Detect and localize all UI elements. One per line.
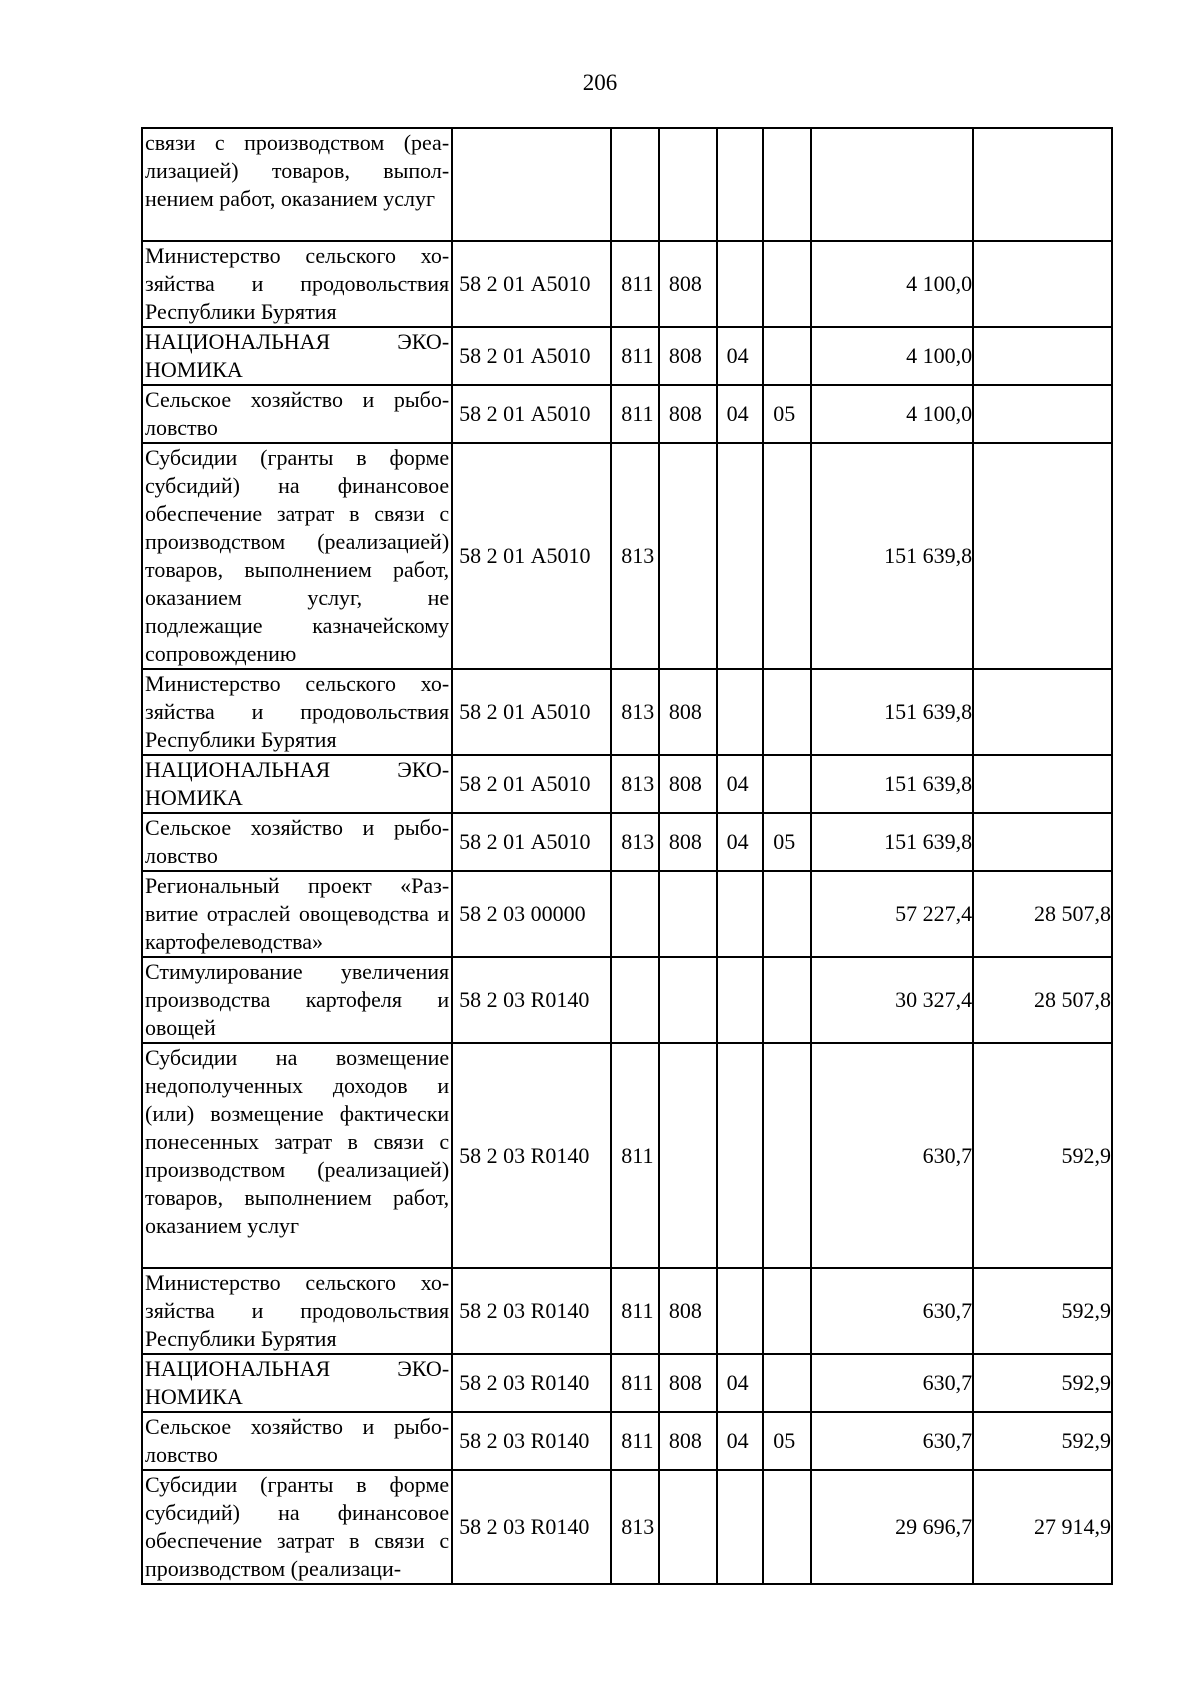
grbs-code: [659, 443, 717, 669]
section-code: [717, 871, 764, 957]
grbs-code: [659, 957, 717, 1043]
section-code: [717, 1268, 764, 1354]
subsection-code: [763, 669, 811, 755]
row-name: Сельское хозяйство и рыболовство: [142, 813, 452, 871]
table-row: [142, 385, 1112, 443]
amount-2: [973, 241, 1112, 327]
expense-type: 811: [611, 1412, 659, 1470]
subsection-code: [763, 957, 811, 1043]
subsection-code: 05: [763, 385, 811, 443]
expense-type: 813: [611, 443, 659, 669]
section-code: [717, 1043, 764, 1268]
row-name: Министерство сельского хозяйства и продовольствия Республики Бурятия: [142, 241, 452, 327]
expense-type: 811: [611, 1043, 659, 1268]
amount-2: 592,9: [973, 1354, 1112, 1412]
expense-type: 813: [611, 813, 659, 871]
target-code: 58 2 01 А5010: [452, 755, 611, 813]
amount-2: 592,9: [973, 1412, 1112, 1470]
table-row: [142, 871, 1112, 957]
row-name: Субсидии (гранты в форме субсидий) на финансовое обеспечение затрат в связи с производством (реализаци-: [142, 1470, 452, 1584]
amount-1: 57 227,4: [811, 871, 973, 957]
target-code: 58 2 01 А5010: [452, 669, 611, 755]
row-name: Министерство сельского хозяйства и продовольствия Республики Бурятия: [142, 669, 452, 755]
amount-1: 30 327,4: [811, 957, 973, 1043]
amount-1: 630,7: [811, 1043, 973, 1268]
table-row: [142, 241, 1112, 327]
grbs-code: 808: [659, 1354, 717, 1412]
page-number: 206: [582, 70, 618, 95]
table-row: [142, 443, 1112, 669]
subsection-code: [763, 1268, 811, 1354]
budget-table: [141, 127, 1113, 1585]
section-code: 04: [717, 385, 764, 443]
expense-type: [611, 957, 659, 1043]
amount-2: 28 507,8: [973, 957, 1112, 1043]
expense-type: 813: [611, 1470, 659, 1584]
target-code: 58 2 03 R0140: [452, 957, 611, 1043]
grbs-code: [659, 1043, 717, 1268]
amount-2: [973, 327, 1112, 385]
table-row: [142, 1043, 1112, 1268]
subsection-code: [763, 327, 811, 385]
target-code: 58 2 03 R0140: [452, 1412, 611, 1470]
amount-1: [811, 128, 973, 241]
section-code: 04: [717, 755, 764, 813]
section-code: 04: [717, 1412, 764, 1470]
section-code: 04: [717, 813, 764, 871]
amount-1: 151 639,8: [811, 755, 973, 813]
amount-2: [973, 755, 1112, 813]
row-name: связи с производством (реализацией) товаров, выполнением работ, оказанием услуг: [142, 128, 452, 241]
amount-1: 630,7: [811, 1354, 973, 1412]
section-code: [717, 1470, 764, 1584]
section-code: [717, 128, 764, 241]
row-name: НАЦИОНАЛЬНАЯ ЭКОНОМИКА: [142, 755, 452, 813]
row-name: Субсидии на возмещение недополученных доходов и (или) возмещение фактически понесенных затрат в связи с производством (реализацией) товаров, выполнением работ, оказанием услуг: [142, 1043, 452, 1268]
amount-1: 151 639,8: [811, 669, 973, 755]
section-code: [717, 957, 764, 1043]
table-row: [142, 128, 1112, 241]
table-row: [142, 957, 1112, 1043]
amount-2: [973, 128, 1112, 241]
target-code: 58 2 01 А5010: [452, 385, 611, 443]
expense-type: 813: [611, 669, 659, 755]
target-code: 58 2 03 R0140: [452, 1470, 611, 1584]
row-name: Министерство сельского хозяйства и продовольствия Республики Бурятия: [142, 1268, 452, 1354]
row-name: НАЦИОНАЛЬНАЯ ЭКОНОМИКА: [142, 327, 452, 385]
table-row: [142, 1268, 1112, 1354]
expense-type: 811: [611, 1354, 659, 1412]
section-code: 04: [717, 327, 764, 385]
amount-2: [973, 443, 1112, 669]
grbs-code: [659, 871, 717, 957]
amount-2: [973, 813, 1112, 871]
grbs-code: [659, 1470, 717, 1584]
subsection-code: [763, 1354, 811, 1412]
amount-1: 630,7: [811, 1268, 973, 1354]
row-name: Субсидии (гранты в форме субсидий) на финансовое обеспечение затрат в связи с производством (реализацией) товаров, выполнением работ, оказанием услуг, не подлежащие казначейскому сопровождению: [142, 443, 452, 669]
grbs-code: 808: [659, 385, 717, 443]
target-code: 58 2 01 А5010: [452, 327, 611, 385]
table-row: [142, 669, 1112, 755]
amount-1: 630,7: [811, 1412, 973, 1470]
row-name: Сельское хозяйство и рыболовство: [142, 385, 452, 443]
grbs-code: 808: [659, 1412, 717, 1470]
amount-1: 4 100,0: [811, 327, 973, 385]
amount-2: 592,9: [973, 1268, 1112, 1354]
amount-1: 29 696,7: [811, 1470, 973, 1584]
section-code: 04: [717, 1354, 764, 1412]
amount-2: 27 914,9: [973, 1470, 1112, 1584]
table-row: [142, 1354, 1112, 1412]
grbs-code: 808: [659, 327, 717, 385]
grbs-code: 808: [659, 1268, 717, 1354]
amount-2: [973, 385, 1112, 443]
target-code: 58 2 03 R0140: [452, 1354, 611, 1412]
amount-2: 28 507,8: [973, 871, 1112, 957]
grbs-code: [659, 128, 717, 241]
expense-type: 813: [611, 755, 659, 813]
grbs-code: 808: [659, 241, 717, 327]
target-code: 58 2 03 R0140: [452, 1043, 611, 1268]
table-row: [142, 755, 1112, 813]
expense-type: [611, 128, 659, 241]
subsection-code: [763, 755, 811, 813]
section-code: [717, 241, 764, 327]
subsection-code: [763, 1470, 811, 1584]
grbs-code: 808: [659, 669, 717, 755]
subsection-code: [763, 241, 811, 327]
expense-type: 811: [611, 385, 659, 443]
section-code: [717, 443, 764, 669]
expense-type: 811: [611, 241, 659, 327]
expense-type: 811: [611, 1268, 659, 1354]
expense-type: 811: [611, 327, 659, 385]
row-name: НАЦИОНАЛЬНАЯ ЭКОНОМИКА: [142, 1354, 452, 1412]
table-row: [142, 327, 1112, 385]
subsection-code: 05: [763, 813, 811, 871]
row-name: Региональный проект «Развитие отраслей овощеводства и картофелеводства»: [142, 871, 452, 957]
amount-2: [973, 669, 1112, 755]
target-code: 58 2 03 00000: [452, 871, 611, 957]
subsection-code: 05: [763, 1412, 811, 1470]
amount-1: 4 100,0: [811, 241, 973, 327]
target-code: 58 2 01 А5010: [452, 443, 611, 669]
subsection-code: [763, 443, 811, 669]
subsection-code: [763, 871, 811, 957]
amount-1: 151 639,8: [811, 443, 973, 669]
table-row: [142, 1470, 1112, 1584]
amount-1: 4 100,0: [811, 385, 973, 443]
row-name: Сельское хозяйство и рыболовство: [142, 1412, 452, 1470]
amount-2: 592,9: [973, 1043, 1112, 1268]
target-code: 58 2 03 R0140: [452, 1268, 611, 1354]
amount-1: 151 639,8: [811, 813, 973, 871]
row-name: Стимулирование увеличения производства картофеля и овощей: [142, 957, 452, 1043]
table-row: [142, 1412, 1112, 1470]
table-row: [142, 813, 1112, 871]
section-code: [717, 669, 764, 755]
target-code: 58 2 01 А5010: [452, 241, 611, 327]
target-code: 58 2 01 А5010: [452, 813, 611, 871]
subsection-code: [763, 128, 811, 241]
grbs-code: 808: [659, 755, 717, 813]
subsection-code: [763, 1043, 811, 1268]
target-code: [452, 128, 611, 241]
expense-type: [611, 871, 659, 957]
grbs-code: 808: [659, 813, 717, 871]
